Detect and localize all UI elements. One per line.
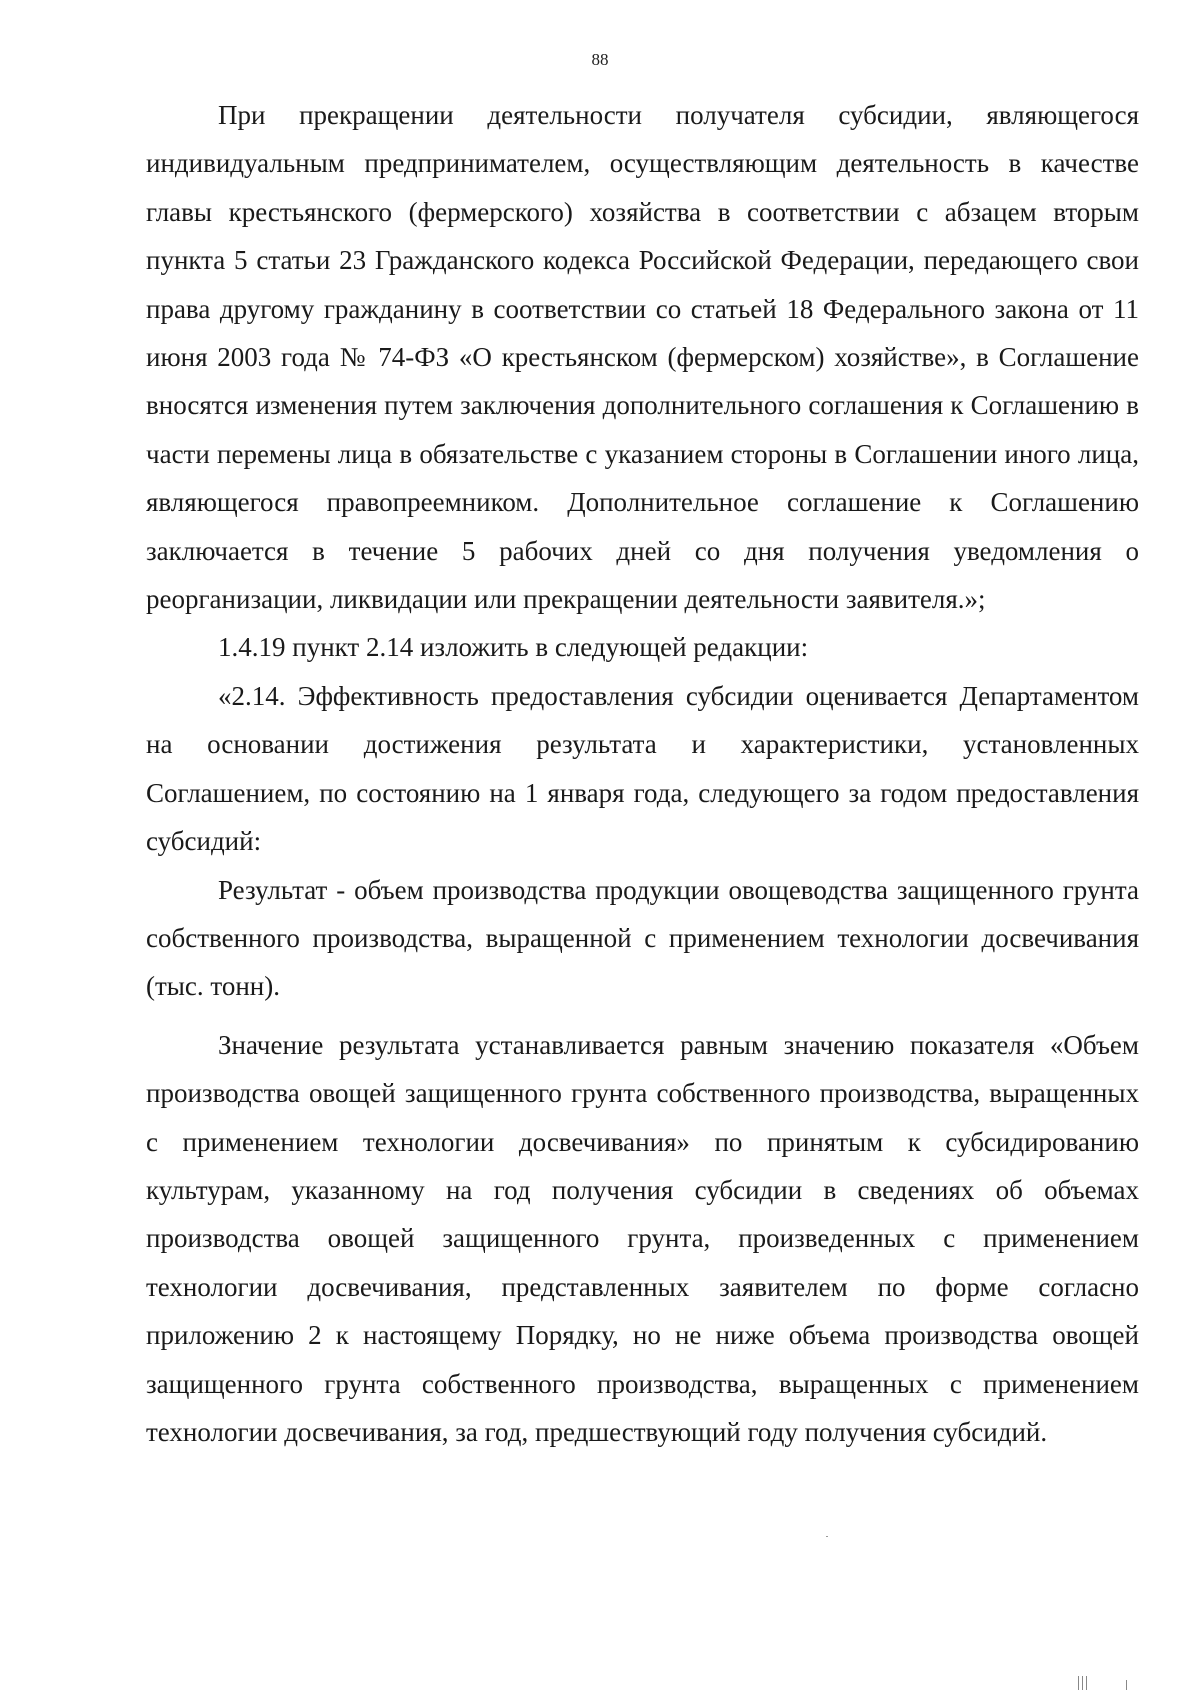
page-number: 88 (591, 50, 609, 69)
paragraph-amendment-1-4-19: 1.4.19 пункт 2.14 изложить в следующей редакции: (218, 632, 809, 663)
scan-edge-marks (1050, 1676, 1130, 1690)
paragraph-result-value: Значение результата устанавливается равным значению показателя «Объем производства овощей защищенного грунта собственного производства, выращенных с применением технологии досвечивания» по принятым к субсидированию культурам, указанному на год получения субсидии в сведениях об объемах производства овощей защищенного грунта, произведенных с применением технологии досвечивания, представленных заявителем по форме согласно приложению 2 к настоящему Порядку, но не ниже объема производства овощей защищенного грунта собственного производства, выращенных с применением технологии досвечивания, за год, предшествующий году получения субсидий. (146, 1029, 1139, 1447)
paragraph-result-definition: Результат - объем производства продукции овощеводства защищенного грунта собственного производства, выращенной с применением технологии досвечивания (тыс. тонн). (146, 874, 1139, 1002)
paragraph-clause-2-14: «2.14. Эффективность предоставления субсидии оценивается Департаментом на основании достижения результата и характеристики, установленных Соглашением, по состоянию на 1 января года, следующего за годом предоставления субсидий: (146, 680, 1139, 857)
document-body (146, 91, 1139, 1456)
scan-speck (826, 1536, 828, 1537)
paragraph-termination-of-activity: При прекращении деятельности получателя субсидии, являющегося индивидуальным предпринимателем, осуществляющим деятельность в качестве главы крестьянского (фермерского) хозяйства в соответствии с абзацем вторым пункта 5 статьи 23 Гражданского кодекса Российской Федерации, передающего свои права другому гражданину в соответствии со статьей 18 Федерального закона от 11 июня 2003 года № 74-ФЗ «О крестьянском (фермерском) хозяйстве», в Соглашение вносятся изменения путем заключения дополнительного соглашения к Соглашению в части перемены лица в обязательстве с указанием стороны в Соглашении иного лица, являющегося правопреемником. Дополнительное соглашение к Соглашению заключается в течение 5 рабочих дней со дня получения уведомления о реорганизации, ликвидации или прекращении деятельности заявителя.»; (146, 100, 1139, 615)
